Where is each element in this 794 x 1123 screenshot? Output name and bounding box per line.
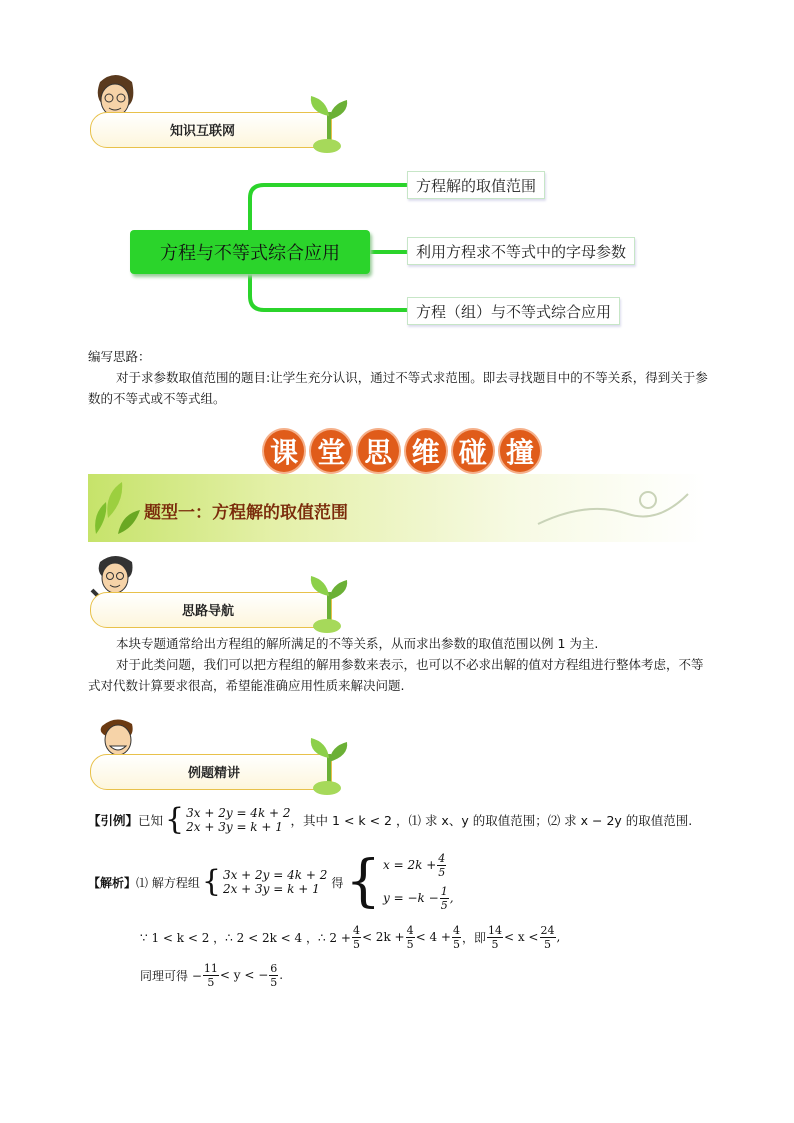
numerator: 4 [406,923,414,937]
solution-line-2-c: < 4 + [415,930,451,944]
mindmap-leaf-1: 方程解的取值范围 [407,171,545,199]
denominator: 5 [352,937,360,951]
mindmap-root: 方程与不等式综合应用 [130,230,370,274]
equation-1: 3x + 2y = 4k + 2 [222,868,328,882]
numerator: 24 [540,923,555,937]
equation-2: 2x + 3y = k + 1 [222,882,320,896]
swirl-decoration-icon [528,480,698,536]
fraction [540,924,556,951]
denominator: 5 [270,975,278,989]
denominator: 5 [207,975,215,989]
example-line [88,800,708,840]
section-banner-label: 例题精讲 [188,766,241,781]
leaves-decoration-icon [88,474,148,542]
equation-2: 2x + 3y = k + 1 [186,820,283,834]
fraction [440,885,449,912]
type1-header [88,474,706,542]
solution-line-2-e: < x < [503,930,539,944]
fraction [203,962,219,989]
denominator: 5 [544,937,551,951]
numerator: 14 [487,923,502,937]
equation-brace: { [201,864,221,899]
numerator: 4 [452,923,460,937]
solution-line-3: 同理可得 − $\frac{11}{5}$ < y < − $\frac{6}{5}$ . [140,961,284,989]
solution-line-1 [88,846,708,918]
numerator: 11 [203,961,218,975]
section-banner-label: 思路导航 [182,604,235,619]
notes-title: 编写思路： [88,349,151,364]
mindmap-leaf-2: 利用方程求不等式中的字母参数 [407,237,635,265]
solution-line-2-a: ∵ 1 < k < 2 ，∴ 2 < 2k < 4 ，∴ 2 + [140,930,351,945]
leaf-sprout-icon [305,734,353,796]
solution-pre: ⑴ 解方程组 [136,875,200,890]
section-banner-label: 知识互联网 [170,124,236,139]
numerator: 4 [352,923,360,937]
class-title-char: 思 [356,428,400,474]
example-pre: 已知 [138,813,164,828]
example-tag: 【引例】 [88,813,139,828]
ideas-paragraph-2: 对于此类问题，我们可以把方程组的解用参数来表示，也可以不必求出解的值对方程组进行整体考虑，不等式对代数计算要求很高，希望能准确应用性质来解决问题. [88,657,704,693]
equation-system [186,806,290,834]
solution-get: 得 [331,875,344,890]
equation-system [223,868,327,896]
denominator: 5 [452,937,460,951]
solution-tag: 【解析】 [88,875,137,890]
mindmap-leaf-3: 方程（组）与不等式综合应用 [407,297,620,325]
denominator: 5 [438,866,446,879]
class-title-char: 堂 [309,428,353,474]
numerator: 4 [438,852,446,865]
notes-body: 对于求参数取值范围的题目:让学生充分认识，通过不等式求范围。即去寻找题目中的不等关系，得到关于参数的不等式或不等式组。 [88,370,708,406]
numerator: 6 [270,961,278,975]
equation-brace: { [165,802,185,837]
fraction [452,924,461,951]
solution-line-2: ∵ 1 < k < 2 ，∴ 2 < 2k < 4 ，∴ 2 + $\frac{4}{5}$ < 2k + $\frac{4}{5}$ < 4 + $\frac{4}{5}$ ，即 $\frac{14}{5}$ < x < $\frac{24}{5}$ , [140,923,561,951]
fraction [352,924,361,951]
equation-1: 3x + 2y = 4k + 2 [186,806,291,820]
solution-y: y = −k − $\frac{1}{5}$ , [383,885,454,912]
class-title-char: 碰 [451,428,495,474]
class-title [262,428,542,472]
fraction [269,962,278,989]
denominator: 5 [440,899,448,912]
type1-title: 题型一：方程解的取值范围 [144,503,348,523]
leaf-sprout-icon [305,572,353,634]
ideas-paragraph-1: 本块专题通常给出方程组的解所满足的不等关系，从而求出参数的取值范围以例 1 为主. [116,636,599,651]
example-condition: ，其中 1 < k < 2 ，⑴ 求 x、y 的取值范围；⑵ 求 x − 2y 的取值范围. [290,813,693,828]
solution-x-text: x = 2k + [383,858,437,872]
fraction [437,852,446,879]
fraction [406,924,415,951]
solution-y-text: y = −k − [383,891,439,905]
leaf-sprout-icon [305,92,353,154]
solution-line-2-d: ，即 [461,930,486,945]
solution-line-2-b: < 2k + [361,930,405,944]
class-title-char: 撞 [498,428,542,474]
class-title-char: 课 [262,428,306,474]
numerator: 1 [440,885,448,898]
fraction [487,924,503,951]
solution-x [383,852,454,879]
denominator: 5 [406,937,414,951]
solution-line-3-a: 同理可得 − [140,968,202,983]
denominator: 5 [491,937,499,951]
solution-brace: { [345,849,382,914]
solution-line-3-b: < y < − [219,968,269,982]
class-title-char: 维 [404,428,448,474]
solution-system [383,852,454,912]
